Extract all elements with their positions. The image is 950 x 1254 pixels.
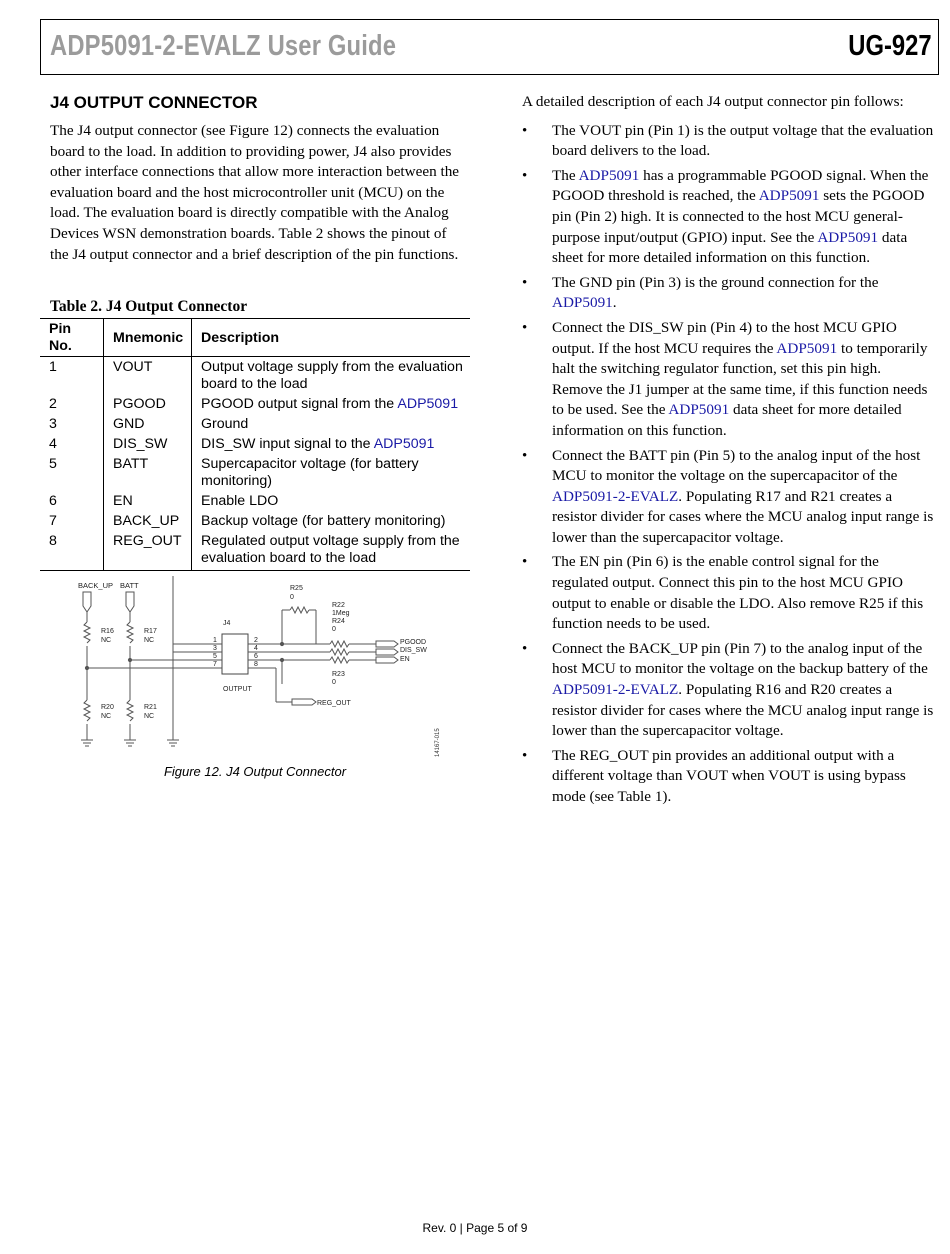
- label-reg-out: REG_OUT: [317, 700, 351, 707]
- mnemonic-cell: [104, 434, 192, 454]
- product-link[interactable]: ADP5091: [758, 187, 820, 205]
- schematic-label-batt: BATT: [120, 581, 139, 590]
- mnemonic-cell-text: BATT: [113, 456, 149, 472]
- resistor-r20: [84, 700, 90, 721]
- list-item-text: The VOUT pin (Pin 1) is the output voltage that the evaluation board delivers to the load.: [552, 121, 934, 160]
- reg-out-terminal: [292, 699, 316, 705]
- resistor-r25: [290, 607, 309, 613]
- adp5091-link[interactable]: ADP5091: [397, 396, 459, 412]
- document-id: UG-927: [848, 30, 932, 62]
- label-r20-nc: NC: [101, 713, 112, 720]
- list-item: [522, 166, 934, 269]
- list-item-text: The REG_OUT pin provides an additional output with a different voltage than VOUT when VOUT is using bypass mode (see Table 1).: [552, 746, 906, 805]
- pin-label-1: 1: [213, 637, 217, 644]
- label-r21-nc: NC: [144, 713, 155, 720]
- pin-number-cell-text: 6: [49, 493, 57, 509]
- pin-number-cell-text: 5: [49, 456, 57, 472]
- pin-number-cell: [40, 454, 104, 491]
- description-cell-text: Regulated output voltage supply from the evaluation board to the load: [201, 533, 460, 566]
- ground-symbol-1: [81, 740, 93, 746]
- column-header: Pin No.: [40, 319, 104, 357]
- document-title: ADP5091-2-EVALZ User Guide: [50, 30, 397, 62]
- pin-number-cell-text: 7: [49, 513, 57, 529]
- pin-number-cell-text: 4: [49, 436, 57, 452]
- pin-number-cell: [40, 414, 104, 434]
- pin-number-cell: [40, 434, 104, 454]
- pin-label-4: 4: [254, 645, 258, 652]
- adp5091-link[interactable]: ADP5091: [373, 436, 435, 452]
- table-row: [40, 511, 470, 531]
- schematic-label-back-up: BACK_UP: [78, 581, 114, 590]
- list-item-text: has a programmable PGOOD signal. When the PGOOD threshold is reached, the: [552, 166, 929, 205]
- label-r22-value: 1Meg: [332, 610, 350, 617]
- list-item-text: The GND pin (Pin 3) is the ground connection for the: [552, 273, 879, 291]
- ground-symbol-3: [167, 740, 179, 746]
- list-item-text: data sheet for more detailed information on this function.: [552, 401, 902, 439]
- product-link[interactable]: ADP5091: [817, 228, 879, 246]
- mnemonic-cell: [104, 414, 192, 434]
- list-item-text: The: [552, 166, 579, 184]
- page-footer: Rev. 0 | Page 5 of 9: [422, 1221, 528, 1235]
- resistor-r24: [330, 649, 349, 655]
- label-r24: R24: [332, 618, 345, 625]
- description-cell: [192, 394, 471, 414]
- description-cell-text: Enable LDO: [201, 493, 279, 509]
- mnemonic-cell: [104, 511, 192, 531]
- page-header: [40, 19, 939, 75]
- j4-schematic: [40, 572, 470, 757]
- list-item-text: . Populating R16 and R20 creates a resistor divider for cases where the MCU analog input range is lower than the supercapacitor voltage.: [552, 681, 934, 740]
- list-item-text: Connect the DIS_SW pin (Pin 4) to the host MCU GPIO output. If the host MCU requires the: [552, 318, 897, 357]
- section-paragraph: The J4 output connector (see Figure 12) connects the evaluation board to the load. In addition to providing power, J4 also provides other interface connections that allow more interaction between the evaluation board and the host microcontroller unit (MCU) on the load. The evaluation board is directly compatible with the Analog Devices WSN demonstration boards. Table 2 shows the pinout of the J4 output connector and a brief description of the pin functions.: [50, 122, 460, 263]
- left-column: [50, 93, 465, 265]
- label-r16-nc: NC: [101, 637, 112, 644]
- description-cell: [192, 491, 471, 511]
- ground-symbol-2: [124, 740, 136, 746]
- description-cell: [192, 434, 471, 454]
- description-cell-text: Ground: [201, 416, 249, 432]
- dis-sw-terminal: [376, 649, 398, 655]
- mnemonic-cell-text: REG_OUT: [113, 533, 182, 549]
- back-up-terminal: [83, 592, 91, 612]
- resistor-r22: [330, 641, 349, 647]
- resistor-r21: [127, 700, 133, 721]
- pin-table: [40, 318, 470, 571]
- table-row: [40, 434, 470, 454]
- product-link[interactable]: ADP5091: [552, 294, 613, 312]
- list-item: [522, 552, 934, 634]
- list-item-text: sets the PGOOD pin (Pin 2) high. It is connected to the host MCU general-purpose input/output (GPIO) input. See the: [552, 187, 925, 246]
- table-caption: Table 2. J4 Output Connector: [50, 298, 248, 315]
- label-dis-sw: DIS_SW: [400, 647, 427, 654]
- description-cell-text: Supercapacitor voltage (for battery monitoring): [201, 456, 419, 489]
- label-r23-value: 0: [332, 679, 336, 686]
- batt-terminal: [126, 592, 134, 612]
- table-row: [40, 454, 470, 491]
- label-pgood: PGOOD: [400, 639, 427, 646]
- mnemonic-cell-text: VOUT: [113, 359, 153, 375]
- label-r20: R20: [101, 704, 114, 711]
- label-r24-value: 0: [332, 626, 336, 633]
- description-cell-text: Output voltage supply from the evaluation board to the load: [201, 359, 463, 392]
- list-item-text: Connect the BATT pin (Pin 5) to the analog input of the host MCU to monitor the voltage on the supercapacitor of the: [552, 446, 921, 485]
- description-cell-text: Backup voltage (for battery monitoring): [201, 513, 446, 529]
- pin-number-cell: [40, 511, 104, 531]
- label-r25-value: 0: [290, 594, 294, 601]
- mnemonic-cell: [104, 531, 192, 571]
- label-en: EN: [400, 656, 410, 663]
- description-cell-text: PGOOD output signal from the: [201, 396, 398, 412]
- list-item-text: . Populating R17 and R21 creates a resistor divider for cases where the MCU analog input range is lower than the supercapacitor voltage.: [552, 487, 934, 546]
- resistor-r16: [84, 622, 90, 643]
- pin-number-cell: [40, 491, 104, 511]
- mnemonic-cell: [104, 357, 192, 395]
- description-cell-text: DIS_SW input signal to the: [201, 436, 374, 452]
- label-r23: R23: [332, 671, 345, 678]
- product-link[interactable]: ADP5091: [668, 401, 730, 419]
- pin-label-2: 2: [254, 637, 258, 644]
- list-item-text: .: [612, 294, 617, 312]
- list-item: [522, 121, 934, 162]
- description-cell: [192, 414, 471, 434]
- mnemonic-cell: [104, 491, 192, 511]
- mnemonic-cell-text: PGOOD: [113, 396, 166, 412]
- column-header: Mnemonic: [104, 319, 192, 357]
- pin-number-cell: [40, 394, 104, 414]
- table-row: [40, 491, 470, 511]
- resistor-r17: [127, 622, 133, 643]
- list-item: [522, 746, 934, 808]
- description-cell: [192, 357, 471, 395]
- pin-number-cell-text: 1: [49, 359, 57, 375]
- mnemonic-cell-text: GND: [113, 416, 145, 432]
- j4-connector-body: [222, 634, 248, 674]
- mnemonic-cell: [104, 394, 192, 414]
- table-header-row: [40, 319, 470, 357]
- figure-caption: Figure 12. J4 Output Connector: [163, 764, 347, 779]
- description-cell: [192, 454, 471, 491]
- label-r22: R22: [332, 602, 345, 609]
- mnemonic-cell-text: EN: [113, 493, 133, 509]
- pin-description-list: [522, 121, 934, 808]
- list-item: [522, 446, 934, 549]
- list-item: [522, 273, 934, 314]
- pin-number-cell: [40, 357, 104, 395]
- product-link[interactable]: ADP5091: [578, 166, 640, 184]
- pin-number-cell: [40, 531, 104, 571]
- product-link[interactable]: ADP5091: [776, 339, 838, 357]
- column-header: Description: [192, 319, 471, 357]
- list-item-text: The EN pin (Pin 6) is the enable control signal for the regulated output. Connect this pin to the host MCU GPIO output to enable or disable the LDO. Also remove R25 if this function needs to be used.: [552, 553, 924, 633]
- label-j4: J4: [223, 620, 231, 627]
- pin-label-6: 6: [254, 653, 258, 660]
- resistor-r23: [330, 657, 349, 663]
- table-row: [40, 414, 470, 434]
- label-r25: R25: [290, 585, 303, 592]
- product-link[interactable]: ADP5091-2-EVALZ: [552, 681, 679, 699]
- pin-label-3: 3: [213, 645, 217, 652]
- mnemonic-cell-text: DIS_SW: [113, 436, 168, 452]
- label-r16: R16: [101, 628, 114, 635]
- label-r17-nc: NC: [144, 637, 155, 644]
- right-column: [522, 92, 934, 812]
- list-item-text: data sheet for more detailed information on this function.: [552, 228, 908, 267]
- mnemonic-cell: [104, 454, 192, 491]
- table-row: [40, 394, 470, 414]
- figure-id: 14167-015: [435, 728, 441, 757]
- mnemonic-cell-text: BACK_UP: [113, 513, 180, 529]
- label-r17: R17: [144, 628, 157, 635]
- pin-number-cell-text: 2: [49, 396, 57, 412]
- description-cell: [192, 531, 471, 571]
- list-item-text: to temporarily halt the switching regulator function, set this pin high. Remove the J1 jumper at the same time, if this function needs to be used. See the: [552, 339, 928, 419]
- list-item: [522, 318, 934, 442]
- label-output: OUTPUT: [223, 686, 252, 693]
- pin-label-8: 8: [254, 661, 258, 668]
- pgood-terminal: [376, 641, 398, 647]
- section-heading: J4 OUTPUT CONNECTOR: [50, 93, 258, 112]
- pin-label-7: 7: [213, 661, 217, 668]
- pin-description-intro: A detailed description of each J4 output connector pin follows:: [522, 93, 904, 110]
- pin-label-5: 5: [213, 653, 217, 660]
- list-item: [522, 639, 934, 742]
- description-cell: [192, 511, 471, 531]
- en-terminal: [376, 657, 398, 663]
- list-item-text: Connect the BACK_UP pin (Pin 7) to the analog input of the host MCU to monitor the voltage on the backup battery of the: [552, 639, 928, 678]
- table-row: [40, 357, 470, 395]
- product-link[interactable]: ADP5091-2-EVALZ: [552, 487, 679, 505]
- label-r21: R21: [144, 704, 157, 711]
- table-row: [40, 531, 470, 571]
- pin-number-cell-text: 3: [49, 416, 57, 432]
- pin-number-cell-text: 8: [49, 533, 57, 549]
